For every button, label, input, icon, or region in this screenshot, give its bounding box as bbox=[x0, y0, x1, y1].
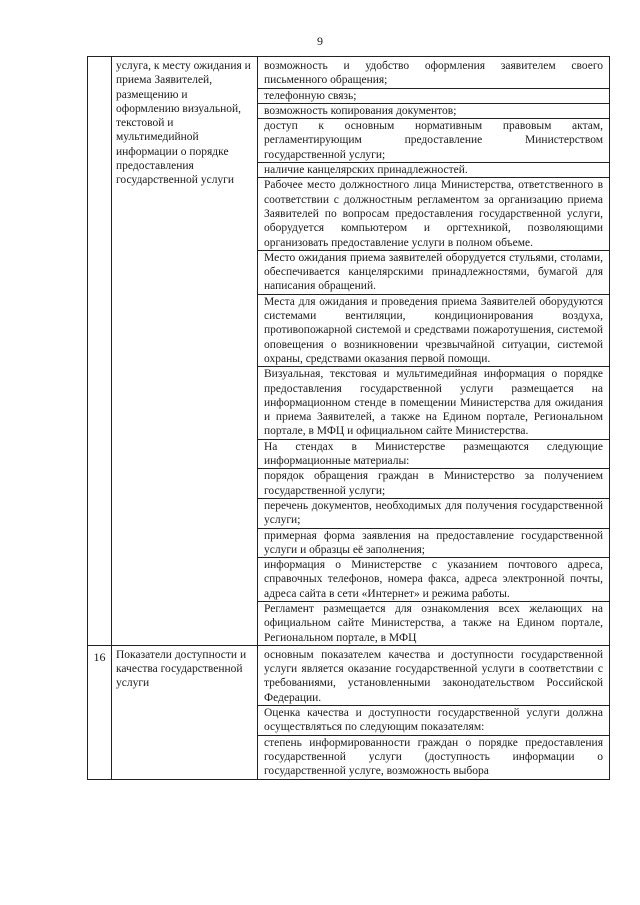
paragraph: информация о Министерстве с указанием почтового адреса, справочных телефонов, номера факса, адреса электронной почты, адреса сайта в сети «Интернет» и режима работы. bbox=[258, 558, 609, 602]
row-label: Показатели доступности и качества государственной услуги bbox=[112, 645, 258, 779]
paragraph: основным показателем качества и доступности государственной услуги является оказание государственной услуги в соответствии с требованиями, установленными законодательством Российской Федерации. bbox=[258, 646, 609, 706]
paragraph: перечень документов, необходимых для получения государственной услуги; bbox=[258, 499, 609, 529]
page-number: 9 bbox=[317, 34, 323, 48]
paragraph: доступ к основным нормативным правовым актам, регламентирующим предоставление Министерством государственной услуги; bbox=[258, 119, 609, 163]
paragraph: возможность и удобство оформления заявителем своего письменного обращения; bbox=[258, 57, 609, 89]
row-number: 16 bbox=[88, 645, 112, 779]
paragraph: телефонную связь; bbox=[258, 89, 609, 104]
paragraph: Место ожидания приема заявителей оборудуется стульями, столами, обеспечивается канцелярскими принадлежностями, бумагой для написания обращений. bbox=[258, 251, 609, 295]
row-content bbox=[258, 57, 610, 646]
paragraph: Регламент размещается для ознакомления всех желающих на официальном сайте Министерства, а также на Едином портале, Региональном портале, в МФЦ bbox=[264, 602, 603, 644]
paragraph: наличие канцелярских принадлежностей. bbox=[258, 163, 609, 178]
row-content bbox=[258, 645, 610, 779]
table-row bbox=[88, 57, 610, 646]
paragraph: примерная форма заявления на предоставление государственной услуги и образцы её заполнения; bbox=[258, 529, 609, 559]
paragraph: порядок обращения граждан в Министерство за получением государственной услуги; bbox=[258, 469, 609, 499]
paragraph: Визуальная, текстовая и мультимедийная информация о порядке предоставления государственной услуги размещается на информационном стенде в помещении Министерства для ожидания и приема Заявителей, а также на Едином портале, Региональном портале, в МФЦ и официальном сайте Министерства. bbox=[258, 367, 609, 439]
row-number bbox=[88, 57, 112, 646]
table-row bbox=[88, 645, 610, 779]
row-label: услуга, к месту ожидания и приема Заявителей, размещению и оформлению визуальной, текстовой и мультимедийной информации о порядке предоставления государственной услуги bbox=[112, 57, 258, 646]
paragraph: Места для ожидания и проведения приема Заявителей оборудуются системами вентиляции, кондиционирования воздуха, противопожарной системой и средствами пожаротушения, системой оповещения о возникновении чрезвычайной ситуации, системой охраны, средствами оказания первой помощи. bbox=[258, 295, 609, 367]
regulation-table bbox=[87, 56, 610, 780]
paragraph: степень информированности граждан о порядке предоставления государственной услуги (доступность информации о государственной услуге, возможность выбора bbox=[264, 736, 603, 778]
paragraph: возможность копирования документов; bbox=[258, 104, 609, 119]
paragraph: На стендах в Министерстве размещаются следующие информационные материалы: bbox=[258, 440, 609, 470]
paragraph: Рабочее место должностного лица Министерства, ответственного в соответствии с должностным регламентом за организацию приема Заявителей по вопросам предоставления государственной услуги, оборудуется компьютером и оргтехникой, позволяющими организовать предоставление услуги в полном объеме. bbox=[258, 178, 609, 250]
paragraph: Оценка качества и доступности государственной услуги должна осуществляться по следующим показателям: bbox=[258, 706, 609, 736]
